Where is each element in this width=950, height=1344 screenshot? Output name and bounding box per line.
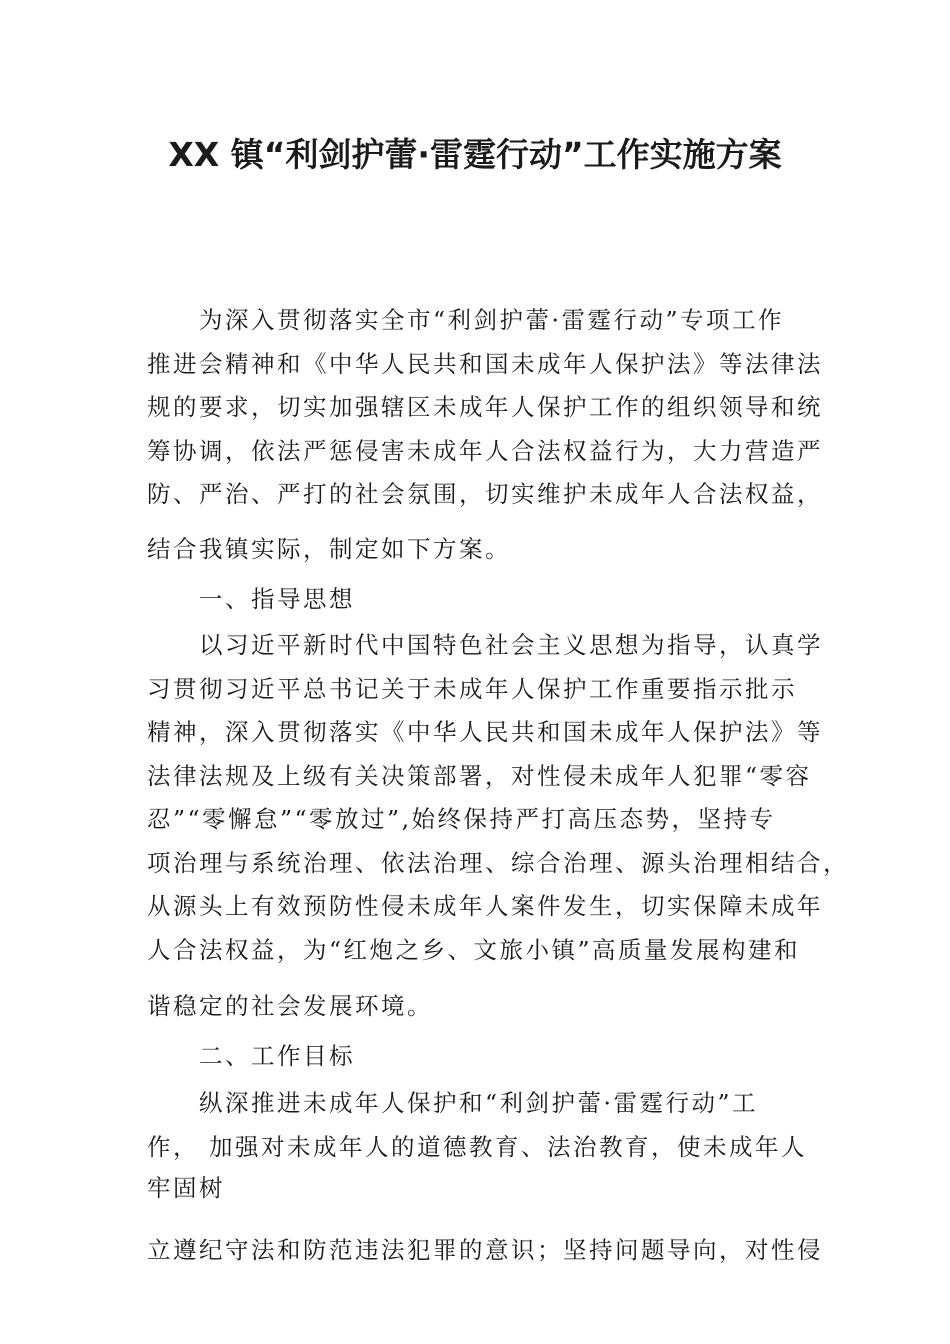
section1-paragraph xyxy=(147,624,849,972)
paragraph-line: 精神，深入贯彻落实《中华人民共和国未成年人保护法》等 xyxy=(147,718,823,746)
paragraph-line: 结合我镇实际，制定如下方案。 xyxy=(147,535,511,563)
paragraph-line: 谐稳定的社会发展环境。 xyxy=(147,992,433,1020)
paragraph-line: 推进会精神和《中华人民共和国未成年人保护法》等法律法 xyxy=(147,349,823,378)
section2-paragraph-continued xyxy=(147,1229,823,1273)
paragraph-line: 筹协调，依法严惩侵害未成年人合法权益行为，大力营造严 xyxy=(147,436,823,465)
intro-paragraph-end xyxy=(147,528,807,572)
paragraph-line: 立遵纪守法和防范违法犯罪的意识；坚持问题导向，对性侵 xyxy=(147,1236,823,1264)
paragraph-line: 从源头上有效预防性侵未成年人案件发生，切实保障未成年 xyxy=(147,892,823,920)
paragraph-line: 以习近平新时代中国特色社会主义思想为指导，认真学 xyxy=(199,631,823,659)
section2-paragraph xyxy=(147,1082,807,1207)
paragraph-line: 忍”“零懈怠”“零放过”,始终保持严打高压态势，坚持专 xyxy=(147,805,776,833)
section-heading: 二、工作目标 xyxy=(199,1042,355,1070)
paragraph-line: 习贯彻习近平总书记关于未成年人保护工作重要指示批示 xyxy=(147,674,797,703)
paragraph-line: 纵深推进未成年人保护和“利剑护蕾·雷霆行动”工 xyxy=(199,1089,758,1117)
paragraph-line: 规的要求，切实加强辖区未成年人保护工作的组织领导和统 xyxy=(147,393,823,421)
paragraph-line: 法律法规及上级有关决策部署，对性侵未成年人犯罪“零容 xyxy=(147,761,812,790)
section-heading-work-goals xyxy=(147,1035,807,1079)
section-heading-guiding-thought xyxy=(147,578,807,622)
paragraph-line: 人合法权益，为“红炮之乡、文旅小镇”高质量发展构建和 xyxy=(147,935,801,964)
section-heading: 一、指导思想 xyxy=(199,585,355,613)
intro-paragraph xyxy=(147,299,823,517)
paragraph-line: 项治理与系统治理、依法治理、综合治理、源头治理相结合， xyxy=(147,848,849,877)
paragraph-line: 防、严治、严打的社会氛围，切实维护未成年人合法权益， xyxy=(147,480,823,508)
document-title: XX 镇“利剑护蕾·雷霆行动”工作实施方案 xyxy=(168,135,782,174)
paragraph-line: 牢固树 xyxy=(147,1174,225,1202)
paragraph-line: 为深入贯彻落实全市“利剑护蕾·雷霆行动”专项工作 xyxy=(199,306,784,334)
paragraph-line: 作， 加强对未成年人的道德教育、法治教育，使未成年人 xyxy=(147,1132,807,1161)
section1-paragraph-end xyxy=(147,985,807,1029)
